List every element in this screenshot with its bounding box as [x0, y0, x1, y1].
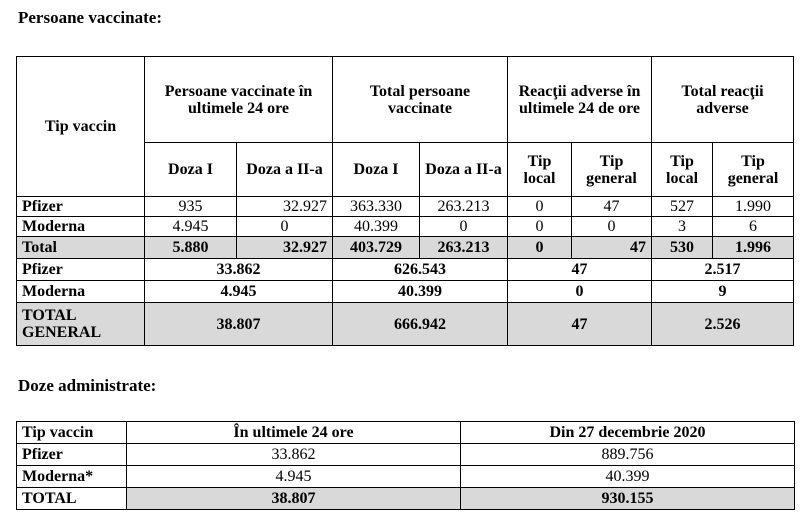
table-cell: 889.756 — [461, 444, 795, 466]
table-cell: 47 — [508, 259, 652, 281]
table-cell: 2.517 — [652, 259, 794, 281]
table-row — [17, 466, 795, 488]
summary-row — [17, 259, 794, 281]
table-cell: 626.543 — [333, 259, 508, 281]
table-cell: 33.862 — [127, 444, 461, 466]
table-cell: 1.996 — [713, 237, 794, 259]
table-cell: 38.807 — [145, 303, 333, 346]
row-label: Moderna — [17, 217, 145, 237]
row-label: Pfizer — [17, 259, 145, 281]
subheader-local: Tip local — [652, 143, 713, 197]
table-cell: 47 — [572, 237, 652, 259]
table-cell: 47 — [572, 197, 652, 217]
subheader-dose-2: Doza a II-a — [420, 143, 508, 197]
row-label: TOTAL — [17, 488, 127, 510]
table-cell: 935 — [145, 197, 237, 217]
table-cell: 0 — [508, 237, 572, 259]
table-cell: 6 — [713, 217, 794, 237]
table-cell: 0 — [508, 217, 572, 237]
group-header-adverse-total: Total reacţii adverse — [652, 57, 794, 143]
table-cell: 4.945 — [145, 217, 237, 237]
table-cell: 2.526 — [652, 303, 794, 346]
table-cell: 930.155 — [461, 488, 795, 510]
administered-doses-table — [16, 421, 795, 510]
table-cell: 4.945 — [145, 281, 333, 303]
table-cell: 0 — [420, 217, 508, 237]
summary-total-row — [17, 303, 794, 346]
table-cell: 47 — [508, 303, 652, 346]
group-header-vaccinated-24h: Persoane vaccinate în ultimele 24 ore — [145, 57, 333, 143]
row-label: Pfizer — [17, 444, 127, 466]
table-cell: 0 — [508, 197, 572, 217]
table-cell: 1.990 — [713, 197, 794, 217]
table-cell: 3 — [652, 217, 713, 237]
heading-vaccinated-persons: Persoane vaccinate: — [18, 8, 162, 27]
table-row — [17, 197, 794, 217]
table-cell: 40.399 — [333, 281, 508, 303]
table-cell: 40.399 — [333, 217, 420, 237]
table-cell: 530 — [652, 237, 713, 259]
table-cell: 38.807 — [127, 488, 461, 510]
table-cell: 363.330 — [333, 197, 420, 217]
table-cell: 32.927 — [237, 197, 333, 217]
table-total-row — [17, 237, 794, 259]
table-cell: 263.213 — [420, 237, 508, 259]
row-label: TOTAL GENERAL — [17, 303, 145, 346]
table-cell: 4.945 — [127, 466, 461, 488]
table-header-row — [17, 57, 794, 143]
summary-row — [17, 281, 794, 303]
row-label: Moderna* — [17, 466, 127, 488]
table-header-row — [17, 422, 795, 444]
column-header-since-date: Din 27 decembrie 2020 — [461, 422, 795, 444]
column-header-vaccine-type: Tip vaccin — [17, 57, 145, 197]
subheader-general: Tip general — [572, 143, 652, 197]
table-row — [17, 444, 795, 466]
vaccinated-persons-table — [16, 56, 794, 346]
subheader-dose-1: Doza I — [333, 143, 420, 197]
row-label: Total — [17, 237, 145, 259]
column-header-vaccine-type: Tip vaccin — [17, 422, 127, 444]
column-header-last-24h: În ultimele 24 ore — [127, 422, 461, 444]
subheader-dose-1: Doza I — [145, 143, 237, 197]
table-cell: 40.399 — [461, 466, 795, 488]
table-cell: 9 — [652, 281, 794, 303]
table-cell: 403.729 — [333, 237, 420, 259]
row-label: Moderna — [17, 281, 145, 303]
table-cell: 666.942 — [333, 303, 508, 346]
group-header-adverse-24h: Reacţii adverse în ultimele 24 de ore — [508, 57, 652, 143]
subheader-local: Tip local — [508, 143, 572, 197]
table-row — [17, 217, 794, 237]
table-cell: 5.880 — [145, 237, 237, 259]
table-cell: 0 — [572, 217, 652, 237]
heading-administered-doses: Doze administrate: — [18, 376, 157, 395]
group-header-total-vaccinated: Total persoane vaccinate — [333, 57, 508, 143]
table-cell: 0 — [508, 281, 652, 303]
row-label: Pfizer — [17, 197, 145, 217]
table-cell: 0 — [237, 217, 333, 237]
subheader-dose-2: Doza a II-a — [237, 143, 333, 197]
table-cell: 33.862 — [145, 259, 333, 281]
subheader-general: Tip general — [713, 143, 794, 197]
table-total-row — [17, 488, 795, 510]
table-cell: 527 — [652, 197, 713, 217]
table-cell: 32.927 — [237, 237, 333, 259]
table-cell: 263.213 — [420, 197, 508, 217]
